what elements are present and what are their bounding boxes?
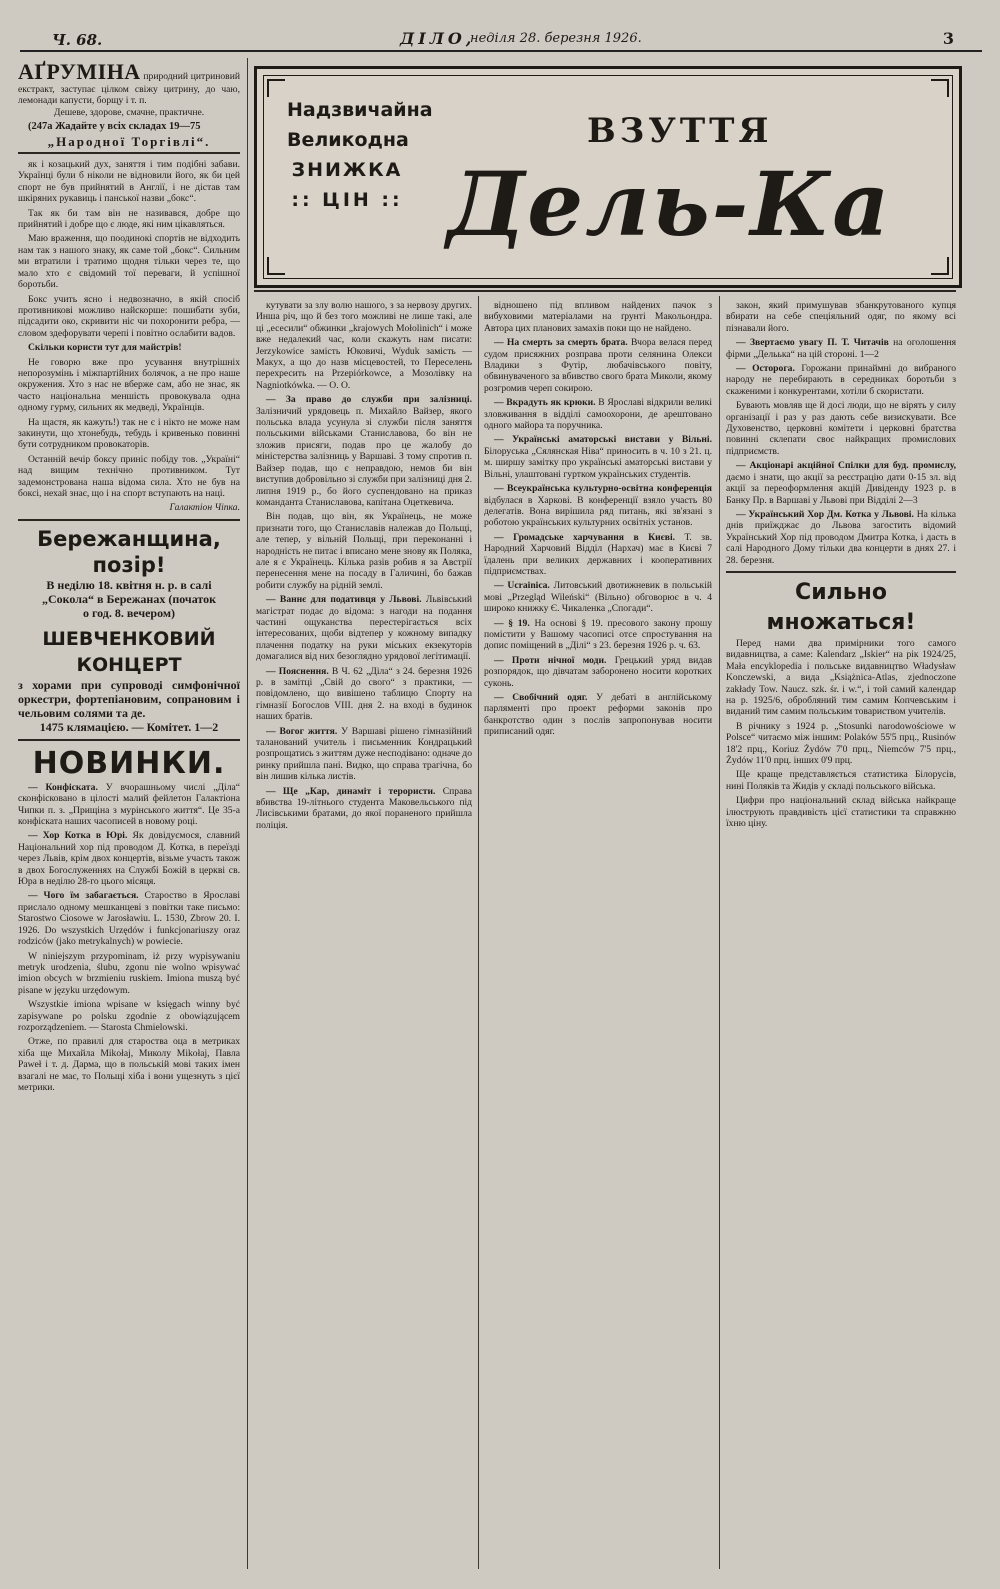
discount-line: ЗНИЖКА xyxy=(291,159,403,181)
paragraph: Скільки користи тут для майстрів! xyxy=(28,342,182,354)
news-item xyxy=(484,692,712,738)
divider xyxy=(726,571,956,573)
news-item-head: — Осторога. xyxy=(736,363,795,375)
news-item-text: На основі § 19. пресового закону прошу помістити у Вашому часописі отсе спростування на допис поміщений в „Ділі“ з 23. березня 1926 р. ч. 63. xyxy=(484,617,712,652)
news-item xyxy=(484,434,712,480)
news-item xyxy=(18,951,240,997)
news-item-text: W niniejszym przypominam, iż przy wypisywaniu metryk urodzenia, ślubu, zgonu nie wolno wpisywać imion obcych w brzmieniu ruskiem. Imiona muszą być pisane w języku urzędowym. xyxy=(18,950,240,996)
discount-line: :: ЦІН :: xyxy=(291,189,403,211)
shoe-advertisement xyxy=(254,66,962,288)
paragraph: Останній вечір боксу приніс побіду тов. „Україні“ над вищим технічно противником. Тут задемонстрована наша відома сила. Хто не був на боксі, нехай знає, що і на спорт вступають на наці. xyxy=(18,453,240,499)
news-item-head: — Українські аматорські вистави у Вільні. xyxy=(494,434,712,446)
news-item xyxy=(726,460,956,506)
news-item xyxy=(726,363,956,397)
news-item-head: — Ще „Кар, динаміт і терористи. xyxy=(266,785,436,797)
agrumina-text: природний цитриновий екстракт, заступає цілком свіжу цитрину, до чаю, лемонади капусти, борщу і т. п. xyxy=(18,71,240,107)
concert-ad-title: Бережанщина, позір! xyxy=(37,526,221,577)
news-section-title: НОВИНКИ. xyxy=(32,745,226,781)
news-item-head: — Конфіската. xyxy=(28,781,98,793)
column-rule xyxy=(478,296,479,1569)
news-item-text: Горожани принаймні до вибраного народу не перебирають в середниках боротьби з скаженими і конкурентами, хотіли б скористати. xyxy=(726,363,956,397)
news-item-head: — Громадське харчування в Києві. xyxy=(494,531,676,543)
news-item-text: Справа вбивства 19-літнього студента Маковельського під Лисівськими братами, до якої пораненого прийшла поліція. xyxy=(256,785,472,831)
news-item-text: В Ч. 62 „Діла“ з 24. березня 1926 р. в замітці „Свій до свого“ з практики, — повідомлено, що вивішено таблицю Спорту на гімназії Богослов VIII. дня 2. на вході в будинок наших братів. xyxy=(256,665,472,723)
paragraph: закон, який примушував збанкрутованого купця вбирати на себе спеціяльний одяг, по якому всі пізнавали його. xyxy=(726,300,956,334)
news-item xyxy=(484,397,712,431)
news-item-head: — Український Хор Дм. Котка у Львові. xyxy=(736,508,914,520)
news-item-text: У Варшаві рішено гімназійний таланований учитель і письменник Кондрацький розпрощатись з життям дуже несподівано: одначе до ринку прийшла пані. Видко, що справа трагічна, бо він лишив кілька листів. xyxy=(256,725,472,783)
news-item-text: У дебаті в англійському парляменті про проект реформи законів про банкротство один з послів запропонував носити приписаний одяг. xyxy=(484,692,712,738)
article-signature: Галактіон Чіпка. xyxy=(169,502,240,514)
divider xyxy=(254,290,956,292)
news-item xyxy=(484,483,712,529)
news-item xyxy=(18,999,240,1033)
news-item-text: Білоруська „Сялянская Ніва“ приносить в ч. 10 з 21. ц. м. ширшу замітку про українські аматорські вистави у Вільні, улаштовані гуртком українських студентів. xyxy=(484,445,712,480)
agrumina-order: (247a Жадайте у всіх складах 19—75 xyxy=(28,121,201,133)
paragraph: На щастя, як кажуть!) так не є і нікто не може нам закинути, що хтонебудь, тебудь і кривенько повинні бути сотрудником провокаторів. xyxy=(18,416,240,451)
column-rule xyxy=(719,296,720,1569)
news-item xyxy=(256,666,472,723)
paragraph: Маю враження, що поодинокі спортів не відходить нам так з нашого знаку, як саме той „бокс“. Сильним ми втратили і тратимо щодня тільки через те, що мало хто є свідомий тої переваги, й успішної боротьби. xyxy=(18,233,240,291)
masthead: ДІЛО, xyxy=(400,29,476,48)
news-item-text: Залізничий урядовець п. Михайло Вайзер, якого польська влада усунула зі служби після заняття польськими військами Станиславова, бо він не зложив присяги, подав про це жалобу до міністерства залізниць у Варшаві. З тому спротив п. Вайзер подав, що є неправдою, немов би він виступив добровільно зі служби при залізниці дня 2. липня 1919 р., бо його суспендовано на приказ команданта Станиславова, капітана Оцеткевича. xyxy=(256,405,472,508)
brand-logo: Дель-Ка xyxy=(447,152,892,256)
news-item-head: — Пояснення. xyxy=(266,665,329,677)
column-3 xyxy=(484,300,712,1569)
news-item xyxy=(18,1036,240,1093)
news-item xyxy=(726,509,956,566)
news-item-head: — На смерть за смерть брата. xyxy=(494,337,628,349)
ornament-corner xyxy=(931,79,949,97)
concert-ad-line: „Сокола“ в Бережанах (початок xyxy=(41,591,217,606)
news-item xyxy=(484,337,712,394)
paragraph: Бокс учить ясно і недвозначно, в якій спосіб противникові можливо найскорше: пошибати зуби, підсадити око, скривити ніс чи похоронити ребра, — словом здефорувати черепі і повітно ослабити вадов. xyxy=(18,293,240,339)
news-item xyxy=(484,655,712,689)
column-1 xyxy=(18,60,240,1569)
concert-ad xyxy=(18,526,240,734)
news-item-text: На кілька днів приїжджає до Львова загостить відомий Український Хор під проводом Дмитра Котка, і дасть в салі Народного Дому тільки два концерти в днях 27. і 28. березня. xyxy=(726,508,956,566)
divider xyxy=(18,519,240,521)
news-item-head: — Хор Котка в Юрі. xyxy=(28,830,128,842)
news-item xyxy=(256,394,472,508)
divider xyxy=(18,152,240,154)
news-item-text: відбулася в Харкові. В конференції взяло участь 80 делегатів. Вона вирішила ряд питань, які зв'язані з роботою українських культурних освітніх установ. xyxy=(484,494,712,529)
news-item xyxy=(484,618,712,652)
news-item xyxy=(256,594,472,662)
news-item-head: — § 19. xyxy=(494,617,530,629)
paragraph: кутувати за злу волю нашого, з за нервозу других. Инша річ, що й без того можливі не лише такі, але ці „есесили“ обжинки „krajowych Mołolinich“ і може вже недалекий час, коли скажуть нам писати: Jerzykowice замість Юковичі, Wyduk замість — Макух, а що до назв місцевостей, то Переселень перехресить на Przepiórkowce, а Мозолівку на Nagniotkówka. — О. О. xyxy=(256,300,472,391)
ornament-corner xyxy=(267,257,285,275)
news-item xyxy=(18,830,240,887)
issue-date: неділя 28. березня 1926. xyxy=(470,31,642,46)
discount-line: Надзвичайна xyxy=(287,99,433,121)
page-number: 3 xyxy=(942,29,954,48)
ornament-corner xyxy=(931,257,949,275)
news-item xyxy=(18,782,240,828)
news-item-text: Литовський двотижневик в польській мові „Przegląd Wileński“ (Вільно) обговорює в ч. 4 широко книжку Є. Чикаленка „Спогади“. xyxy=(484,580,712,615)
discount-text xyxy=(287,95,433,215)
news-item-head: — Ucrainica. xyxy=(494,580,550,592)
boxing-article xyxy=(18,159,240,514)
paragraph: Перед нами два примірники того самого видавництва, а саме: Kalendarz „Iskier“ на рік 1924/25, Mała encyklopedia і польське видавництво Władysław Konczewski, а вида „Książnica-Atlas, zjednoczone zakłady Tow. Naucz. szk. śr. i w.“, і той самий календар на р. 1925/6, обробляний тим самим Копчевським і виданий тим самим польським товариством учителів. xyxy=(726,637,956,718)
news-item xyxy=(18,890,240,947)
ornament-corner xyxy=(267,79,285,97)
news-item xyxy=(256,726,472,783)
news-item-text: Староство в Ярославі прислало одному мешканцеві з повітки таке письмо: Starostwo Ciosowe w Jarosławiu. L. 1530, Zbrow 20. I. 1926. Do wszystkich Urzędów i funkcjonariuszy oraz rodziców (jako metrykalnych) w powiecie. xyxy=(18,890,240,948)
paragraph: як і козацький дух, заняття і тим подібні забави. Українці були б ніколи не відновили його, як би цей спорт не був прийнятий в Англії, і не дістав там шкіряних рукавиць і панської назви „бокс“. xyxy=(18,159,240,205)
news-item-head: — Чого їм забагається. xyxy=(28,890,139,902)
news-item-head: — Свобічний одяг. xyxy=(494,692,588,703)
page-header xyxy=(20,28,982,52)
paragraph: Так як би там він не називався, добре що прийнятий і добре що є люде, які ним цікавляться. xyxy=(18,207,240,231)
news-item xyxy=(484,532,712,578)
paragraph: відношено під впливом найдених пачок з вибуховими матеріалами на ґрунті Макольондра. Автора цих планових замахів поки що не найдено. xyxy=(484,300,712,334)
news-item-text: на оголошення фірми „Дельька“ на цій стороні. 1—2 xyxy=(726,337,956,360)
column-rule xyxy=(247,58,248,1569)
news-item-head: — Ваннє для подативця у Львові. xyxy=(266,594,422,606)
news-item-text: У вчорашньому числі „Діла“ сконфісковано в цілості малий фейлетон Галактіона Чипки п. з. „Прищіна з мурінського життя“. Це 35-а конфіската наших часописей в новому році. xyxy=(18,781,240,828)
agrumina-slogan: Дешеве, здорове, смачне, практичне. xyxy=(53,106,205,118)
agrumina-title: АҐРУМІНА xyxy=(18,60,141,84)
column-2 xyxy=(256,300,472,1569)
news-item-head: — Акціонарі акційної Спілки для буд. промислу, xyxy=(736,460,956,472)
news-item-head: — За право до служби при залізниці. xyxy=(266,394,472,406)
concert-footer: 1475 клямацією. — Комітет. 1—2 xyxy=(39,719,219,734)
news-item-text: Отже, по правилі для староства оца в метриках хіба ще Михайла Mikołaj, Миколу Mikołaj, Павла Paweł і т. д. Дарма, що в польській мові таких імен взагалі не має, то Польщі хіба і вони ущезнуть з цієї метрики. xyxy=(18,1036,240,1093)
news-item xyxy=(256,786,472,832)
news-item-text: Вчора велася перед судом присяжних розправа проти селянина Олекси Владики з Футір, любачівського повіту, обвинуваченого за вбивство свого брата Миколи, якому розгромив череп сокирою. xyxy=(484,337,712,394)
divider xyxy=(18,739,240,741)
discount-line: Великодна xyxy=(287,129,409,151)
news-item xyxy=(484,580,712,614)
concert-body: з хорами при супроводі симфонічної оркестри, фортепіановим, сопрановим і чельовим солями та де. xyxy=(18,677,240,720)
paragraph: Не говорю вже про усування внутрішніх непорозумінь і міжпартійних болячок, а не про наше окружения. Хто з нас не вберже сам, або не знає, як часто національна меншість провокувала одна одному гурму, сильних як медведі, Українців. xyxy=(18,356,240,414)
news-item-text: В Ярославі відкрили великі зловживання в відділі самоохорони, де арештовано одного майора та поручника. xyxy=(484,397,712,432)
news-item xyxy=(256,511,472,591)
concert-ad-line: В неділю 18. квітня н. р. в салі xyxy=(46,577,212,592)
news-item-text: Т. зв. Народний Харчовий Відділ (Нархач) має в Києві 7 їдалень при великих державних і кооперативних підприємствах. xyxy=(484,531,712,577)
news-item-text: даємо і знати, що акції за реєстрацію дати 0-15 зл. від акції за переоформлення акцій Дивіденду 1923 р. в Банку Пр. в Варшаві у Львові при Відділі 2—3 xyxy=(726,471,956,506)
news-item xyxy=(726,337,956,360)
news-item-head: — Проти нічної моди. xyxy=(494,654,607,666)
news-item-text: Грецький уряд видав розпорядок, що дівчатам заборонено носити коротких суконь. xyxy=(484,654,712,689)
news-item-head: — Всеукраїнська культурно-освітна конференція xyxy=(494,483,712,495)
agrumina-ad xyxy=(18,60,240,147)
news-item-head: — Вкрадуть як крюки. xyxy=(494,397,596,409)
shoe-ad-title: ВЗУТТЯ xyxy=(587,111,773,151)
news-item-text: Він подав, що він, як Українець, не може признати того, що Станиславів належав до Польщі, але тепер, у вільній Польщі, при переконанні і народність не питає і вписано мене знову як Поляка, але я є Українець. Кілька разів робив я за Австрії перенесення мене на посаду в Галичині, бо бажав робити службу на рідній землі. xyxy=(256,511,472,591)
article-headline: Сильно множаться! xyxy=(766,579,916,635)
concert-title: ШЕВЧЕНКОВИЙ КОНЦЕРТ xyxy=(42,627,216,676)
paragraph: Цифри про національний склад війська найкраще ілюструють правдивість цієї статистики та справжню їхню ціну. xyxy=(726,795,956,830)
news-item xyxy=(726,400,956,457)
news-item-text: Бувають мовляв ще й досі люди, що не вірять у силу організації і раз у раз дають себе визискувати. Все Духовенство, церковні комітети і церковні братства повинні склепати своє найкращих промислових підприємств. xyxy=(726,400,956,457)
news-section xyxy=(18,746,240,1094)
paragraph: В річнику з 1924 р. „Stosunki narodowościowe w Polsce“ читаємо між іншим: Polaków 55'5 прц., Rusinów 18'2 прц., Koriuz Żydów 7'0 прц., Niemców 7'5 прц., Żydów 11'0 прц. інших 0'9 прц. xyxy=(726,720,956,766)
agrumina-store: „Народної Торгівлі“. xyxy=(47,133,211,149)
news-item-head: — Звертаємо увагу П. Т. Читачів xyxy=(736,337,889,349)
news-item-text: Як довідуємося, славний Національний хор під проводом Д. Котка, в переїзді через Львів, крім двох концертів, візьме участь також в двох Богослуженнях на Службі Божій в церкві св. Юра в неділю 28-го цього місяця. xyxy=(18,830,240,888)
paragraph: Ще краще представляється статистика Білорусів, нині Поляків та Жидів у складі польського війська. xyxy=(726,769,956,792)
concert-ad-line: о год. 8. вечером) xyxy=(82,605,176,620)
issue-number: Ч. 68. xyxy=(52,31,103,49)
news-item-text: Львівський магістрат подає до відома: з нагоди на подання частині ощуканства перестерігається всіх інтересованих, щоби відтепер у кожному випадку плачення податку на руки міських екзекуторів домагалися від них безоглядно урядової легітимації. xyxy=(256,594,472,663)
column-4 xyxy=(726,300,956,1569)
news-item-head: — Вогог життя. xyxy=(266,725,338,737)
news-item-text: Wszystkie imiona wpisane w księgach winny być zapisywane po polsku zgodnie z obowiązującem rozporządzeniem. — Starosta Chmielowski. xyxy=(18,999,240,1033)
